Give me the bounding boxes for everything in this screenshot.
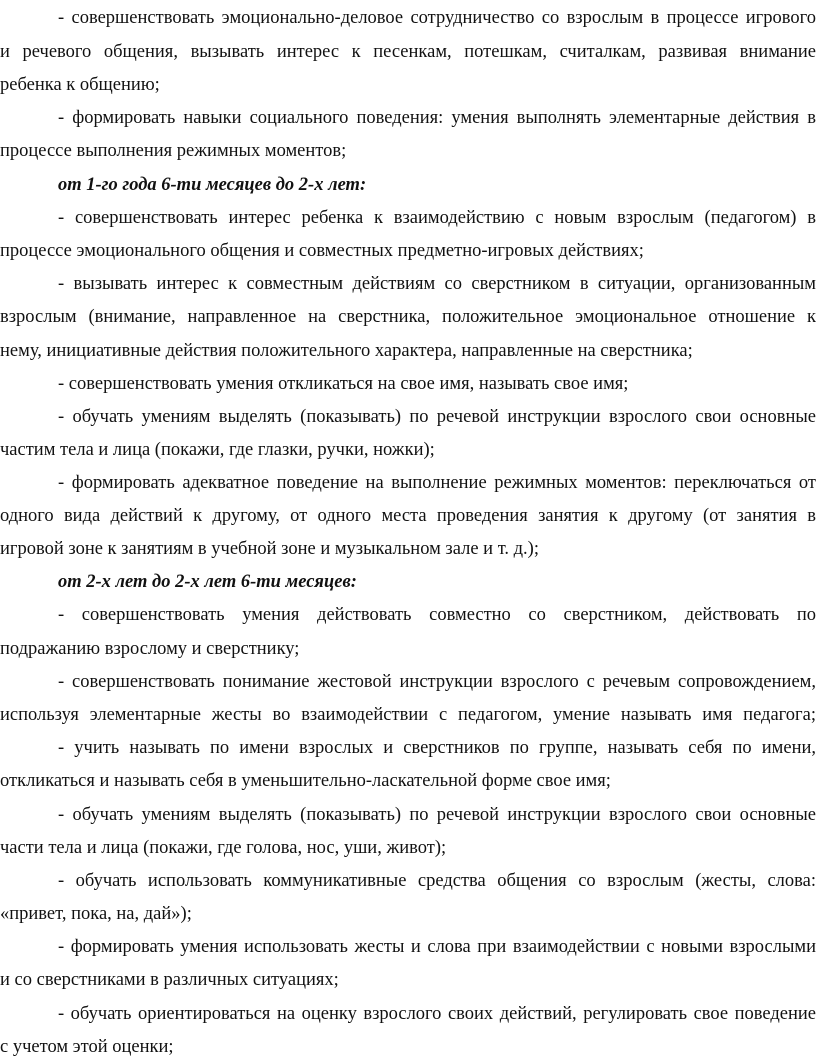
text-line: - совершенствовать умения действовать совместно со сверстником, действовать по <box>58 605 816 625</box>
text-line: с учетом этой оценки; <box>0 1037 174 1057</box>
text-line: откликаться и называть себя в уменьшительно-ласкательной форме свое имя; <box>0 771 611 791</box>
text-line: взрослым (внимание, направленное на сверстника, положительное эмоциональное отношение к <box>0 307 816 327</box>
text-line: и со сверстниками в различных ситуациях; <box>0 970 339 990</box>
text-line: нему, инициативные действия положительного характера, направленные на сверстника; <box>0 341 693 361</box>
text-line: - обучать ориентироваться на оценку взрослого своих действий, регулировать свое поведение <box>58 1004 816 1024</box>
text-line: - совершенствовать умения откликаться на свое имя, называть свое имя; <box>58 374 629 394</box>
section-heading: от 2-х лет до 2-х лет 6-ти месяцев: <box>58 572 357 592</box>
text-line: и речевого общения, вызывать интерес к песенкам, потешкам, считалкам, развивая внимание <box>0 42 816 62</box>
text-line: ребенка к общению; <box>0 75 160 95</box>
text-line: частим тела и лица (покажи, где глазки, ручки, ножки); <box>0 440 435 460</box>
section-heading: от 1-го года 6-ти месяцев до 2-х лет: <box>58 175 367 195</box>
text-line: процессе эмоционального общения и совместных предметно-игровых действиях; <box>0 241 644 261</box>
text-line: «привет, пока, на, дай»); <box>0 904 192 924</box>
text-line: процессе выполнения режимных моментов; <box>0 141 347 161</box>
text-line: - обучать умениям выделять (показывать) по речевой инструкции взрослого свои основные <box>58 805 816 825</box>
text-line: части тела и лица (покажи, где голова, нос, уши, живот); <box>0 838 447 858</box>
text-line: одного вида действий к другому, от одного места проведения занятия к другому (от занятия в <box>0 506 816 526</box>
text-line: - учить называть по имени взрослых и сверстников по группе, называть себя по имени, <box>58 738 816 758</box>
text-line: - обучать умениям выделять (показывать) по речевой инструкции взрослого свои основные <box>58 407 816 427</box>
text-line: - формировать навыки социального поведения: умения выполнять элементарные действия в <box>58 108 816 128</box>
text-line: используя элементарные жесты во взаимодействии с педагогом, умение называть имя педагога; <box>0 705 816 725</box>
text-line: - формировать адекватное поведение на выполнение режимных моментов: переключаться от <box>58 473 816 493</box>
text-line: - вызывать интерес к совместным действиям со сверстником в ситуации, организованным <box>58 274 816 294</box>
text-line: - формировать умения использовать жесты и слова при взаимодействии с новыми взрослыми <box>58 937 816 957</box>
text-line: подражанию взрослому и сверстнику; <box>0 639 300 659</box>
text-line: игровой зоне к занятиям в учебной зоне и музыкальном зале и т. д.); <box>0 539 539 559</box>
text-line: - совершенствовать эмоционально-деловое сотрудничество со взрослым в процессе игрового <box>58 8 816 28</box>
text-line: - совершенствовать интерес ребенка к взаимодействию с новым взрослым (педагогом) в <box>58 208 816 228</box>
text-line: - совершенствовать понимание жестовой инструкции взрослого с речевым сопровождением, <box>58 672 816 692</box>
text-line: - обучать использовать коммуникативные средства общения со взрослым (жесты, слова: <box>58 871 816 891</box>
